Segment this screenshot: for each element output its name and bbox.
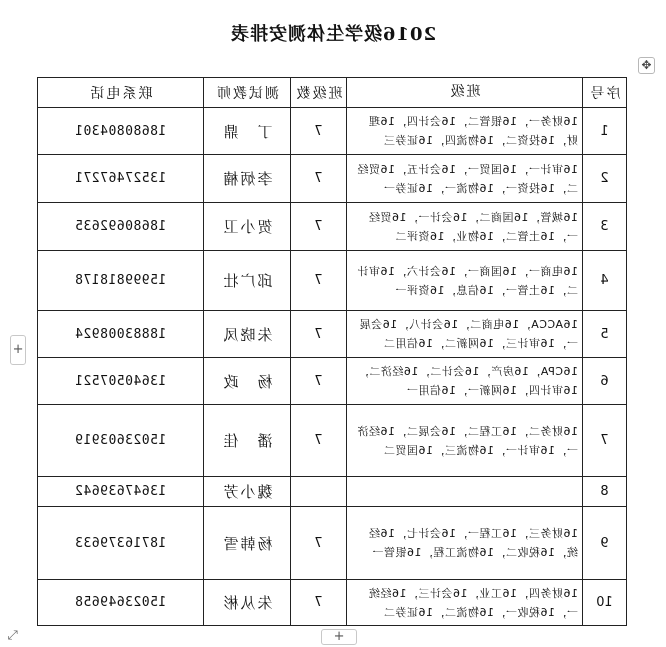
row-no: 9	[583, 507, 627, 580]
table-row	[38, 405, 627, 477]
table-row	[38, 108, 627, 155]
row-classes: 16审计一，16国贸一，16会计五，16贸经二，16投资一，16物流一，16证券一	[347, 155, 583, 203]
row-teacher: 杨 政	[204, 358, 291, 405]
row-no: 3	[583, 203, 627, 251]
row-teacher: 丁 鼎	[204, 108, 291, 155]
row-teacher: 贺小卫	[204, 203, 291, 251]
add-column-plus-icon[interactable]: +	[321, 629, 357, 645]
move-icon[interactable]: ✥	[638, 57, 655, 74]
row-classes: 16城管，16国商二，16会计一，16贸经一，16土管二，16物业，16资评二	[347, 203, 583, 251]
row-phone: 13527467271	[38, 155, 204, 203]
row-phone: 15999818178	[38, 251, 204, 311]
row-classes	[347, 477, 583, 507]
row-no: 4	[583, 251, 627, 311]
row-teacher: 魏小芳	[204, 477, 291, 507]
row-count: 7	[291, 580, 347, 626]
row-classes: 16财务一，16银管二，16会计四，16理财，16投资二，16物流四，16证券三	[347, 108, 583, 155]
row-teacher: 邱广壮	[204, 251, 291, 311]
row-count: 7	[291, 507, 347, 580]
table-row	[38, 155, 627, 203]
row-phone: 15023649658	[38, 580, 204, 626]
row-no: 7	[583, 405, 627, 477]
schedule-table	[37, 77, 627, 626]
row-classes: 16财务四，16工业，16会计三，16经统一，16税收一，16物流二，16证券二	[347, 580, 583, 626]
row-classes: 16财务二，16工程二，16会展二，16经济一，16审计一，16物流三，16国贸二	[347, 405, 583, 477]
row-count: 7	[291, 108, 347, 155]
row-phone: 18680804301	[38, 108, 204, 155]
row-count: 7	[291, 311, 347, 358]
row-teacher: 潘 佳	[204, 405, 291, 477]
table-row	[38, 477, 627, 507]
row-classes: 16电商一，16国商一，16会计六，16审计二，16土管一，16信息，16资评一	[347, 251, 583, 311]
header-count: 班级数	[291, 78, 347, 108]
row-phone: 13640507521	[38, 358, 204, 405]
row-teacher: 李炳楠	[204, 155, 291, 203]
table-row	[38, 251, 627, 311]
table-header-row	[38, 78, 627, 108]
header-no: 序号	[583, 78, 627, 108]
row-no: 5	[583, 311, 627, 358]
header-teacher: 测试教师	[204, 78, 291, 108]
row-phone: 15023603919	[38, 405, 204, 477]
header-classes: 班级	[347, 78, 583, 108]
document-title: 2016级学生体测安排表	[229, 24, 437, 45]
row-classes: 16财务三，16工程一，16会计七，16经统，16税收二，16物流工程，16银管一	[347, 507, 583, 580]
plus-icon[interactable]: +	[10, 335, 26, 365]
header-phone: 联系电话	[38, 78, 204, 108]
row-count: 7	[291, 251, 347, 311]
row-phone: 18716379633	[38, 507, 204, 580]
row-count: 7	[291, 405, 347, 477]
row-count: 7	[291, 155, 347, 203]
row-phone: 18680692635	[38, 203, 204, 251]
row-teacher: 朱从彬	[204, 580, 291, 626]
resize-icon[interactable]: ⤡	[7, 628, 19, 643]
row-count: 7	[291, 358, 347, 405]
table-row	[38, 358, 627, 405]
row-teacher: 朱晓凤	[204, 311, 291, 358]
row-count: 7	[291, 203, 347, 251]
row-no: 1	[583, 108, 627, 155]
table-row	[38, 580, 627, 626]
row-phone: 18883008924	[38, 311, 204, 358]
row-classes: 16CPA，16房产，16会计二，16经济二，16审计四，16网新一，16信用一	[347, 358, 583, 405]
row-no: 10	[583, 580, 627, 626]
row-no: 6	[583, 358, 627, 405]
table-row	[38, 203, 627, 251]
table-row	[38, 311, 627, 358]
row-phone: 13647639642	[38, 477, 204, 507]
table-row	[38, 507, 627, 580]
row-count	[291, 477, 347, 507]
row-classes: 16ACCA，16电商二，16会计八，16会展一，16审计三，16网新二，16信用二	[347, 311, 583, 358]
row-teacher: 杨韩雪	[204, 507, 291, 580]
row-no: 2	[583, 155, 627, 203]
row-no: 8	[583, 477, 627, 507]
